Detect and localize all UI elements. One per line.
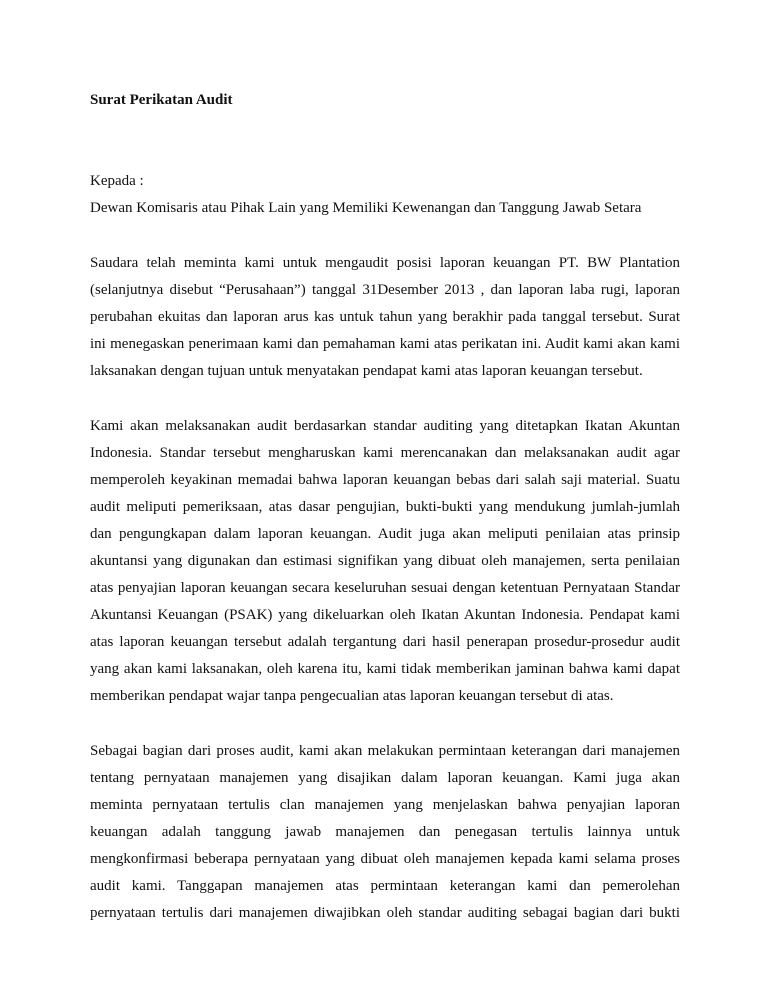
- paragraph-line: yang akan kami laksanakan, oleh karena itu, kami tidak memberikan jaminan bahwa kami dapat: [90, 661, 680, 677]
- paragraph-line: memberikan pendapat wajar tanpa pengecualian atas laporan keuangan tersebut di atas.: [90, 688, 614, 704]
- paragraph-line: memperoleh keyakinan memadai bahwa laporan keuangan bebas dari salah saji material. Suatu: [90, 472, 680, 488]
- paragraph-2: [90, 413, 680, 710]
- paragraph-line: atas laporan keuangan tersebut adalah tergantung dari hasil penerapan prosedur-prosedur audit: [90, 634, 680, 650]
- paragraph-1: [90, 250, 680, 385]
- paragraph-line: Sebagai bagian dari proses audit, kami akan melakukan permintaan keterangan dari manajemen: [90, 743, 680, 759]
- paragraph-line: Saudara telah meminta kami untuk mengaudit posisi laporan keuangan PT. BW Plantation: [90, 255, 680, 271]
- letter-page: [90, 88, 680, 927]
- paragraph-line: mengkonfirmasi beberapa pernyataan yang dibuat oleh manajemen kepada kami selama proses: [90, 851, 680, 867]
- paragraph-line: ini menegaskan penerimaan kami dan pemahaman kami atas perikatan ini. Audit kami akan kami: [90, 336, 680, 352]
- document-title: Surat Perikatan Audit: [90, 92, 233, 108]
- paragraph-line: tentang pernyataan manajemen yang disajikan dalam laporan keuangan. Kami juga akan: [90, 770, 680, 786]
- paragraph-3: [90, 738, 680, 927]
- paragraph-line: Kami akan melaksanakan audit berdasarkan standar auditing yang ditetapkan Ikatan Akuntan: [90, 418, 680, 434]
- paragraph-line: (selanjutnya disebut “Perusahaan”) tanggal 31Desember 2013 , dan laporan laba rugi, laporan: [90, 282, 680, 298]
- paragraph-line: pernyataan tertulis dari manajemen diwajibkan oleh standar auditing sebagai bagian dari bukti: [90, 905, 680, 921]
- paragraph-line: audit meliputi pemeriksaan, atas dasar pengujian, bukti-bukti yang mendukung jumlah-jumlah: [90, 499, 680, 515]
- paragraph-line: meminta pernyataan tertulis clan manajemen yang menjelaskan bahwa penyajian laporan: [90, 797, 680, 813]
- paragraph-line: keuangan adalah tanggung jawab manajemen dan penegasan tertulis lainnya untuk: [90, 824, 680, 840]
- paragraph-line: audit kami. Tanggapan manajemen atas permintaan keterangan kami dan pemerolehan: [90, 878, 680, 894]
- recipient-name: Dewan Komisaris atau Pihak Lain yang Memiliki Kewenangan dan Tanggung Jawab Setara: [90, 200, 642, 216]
- paragraph-line: akuntansi yang digunakan dan estimasi signifikan yang dibuat oleh manajemen, serta penilaian: [90, 553, 680, 569]
- paragraph-line: atas penyajian laporan keuangan secara keseluruhan sesuai dengan ketentuan Pernyataan Standar: [90, 580, 680, 596]
- paragraph-line: Akuntansi Keuangan (PSAK) yang dikeluarkan oleh Ikatan Akuntan Indonesia. Pendapat kami: [90, 607, 680, 623]
- recipient-label: Kepada :: [90, 173, 144, 189]
- paragraph-line: laksanakan dengan tujuan untuk menyatakan pendapat kami atas laporan keuangan tersebut.: [90, 363, 643, 379]
- paragraph-line: dan pengungkapan dalam laporan keuangan. Audit juga akan meliputi penilaian atas prinsip: [90, 526, 680, 542]
- paragraph-line: Indonesia. Standar tersebut mengharuskan kami merencanakan dan melaksanakan audit agar: [90, 445, 680, 461]
- paragraph-line: perubahan ekuitas dan laporan arus kas untuk tahun yang berakhir pada tanggal tersebut. Surat: [90, 309, 680, 325]
